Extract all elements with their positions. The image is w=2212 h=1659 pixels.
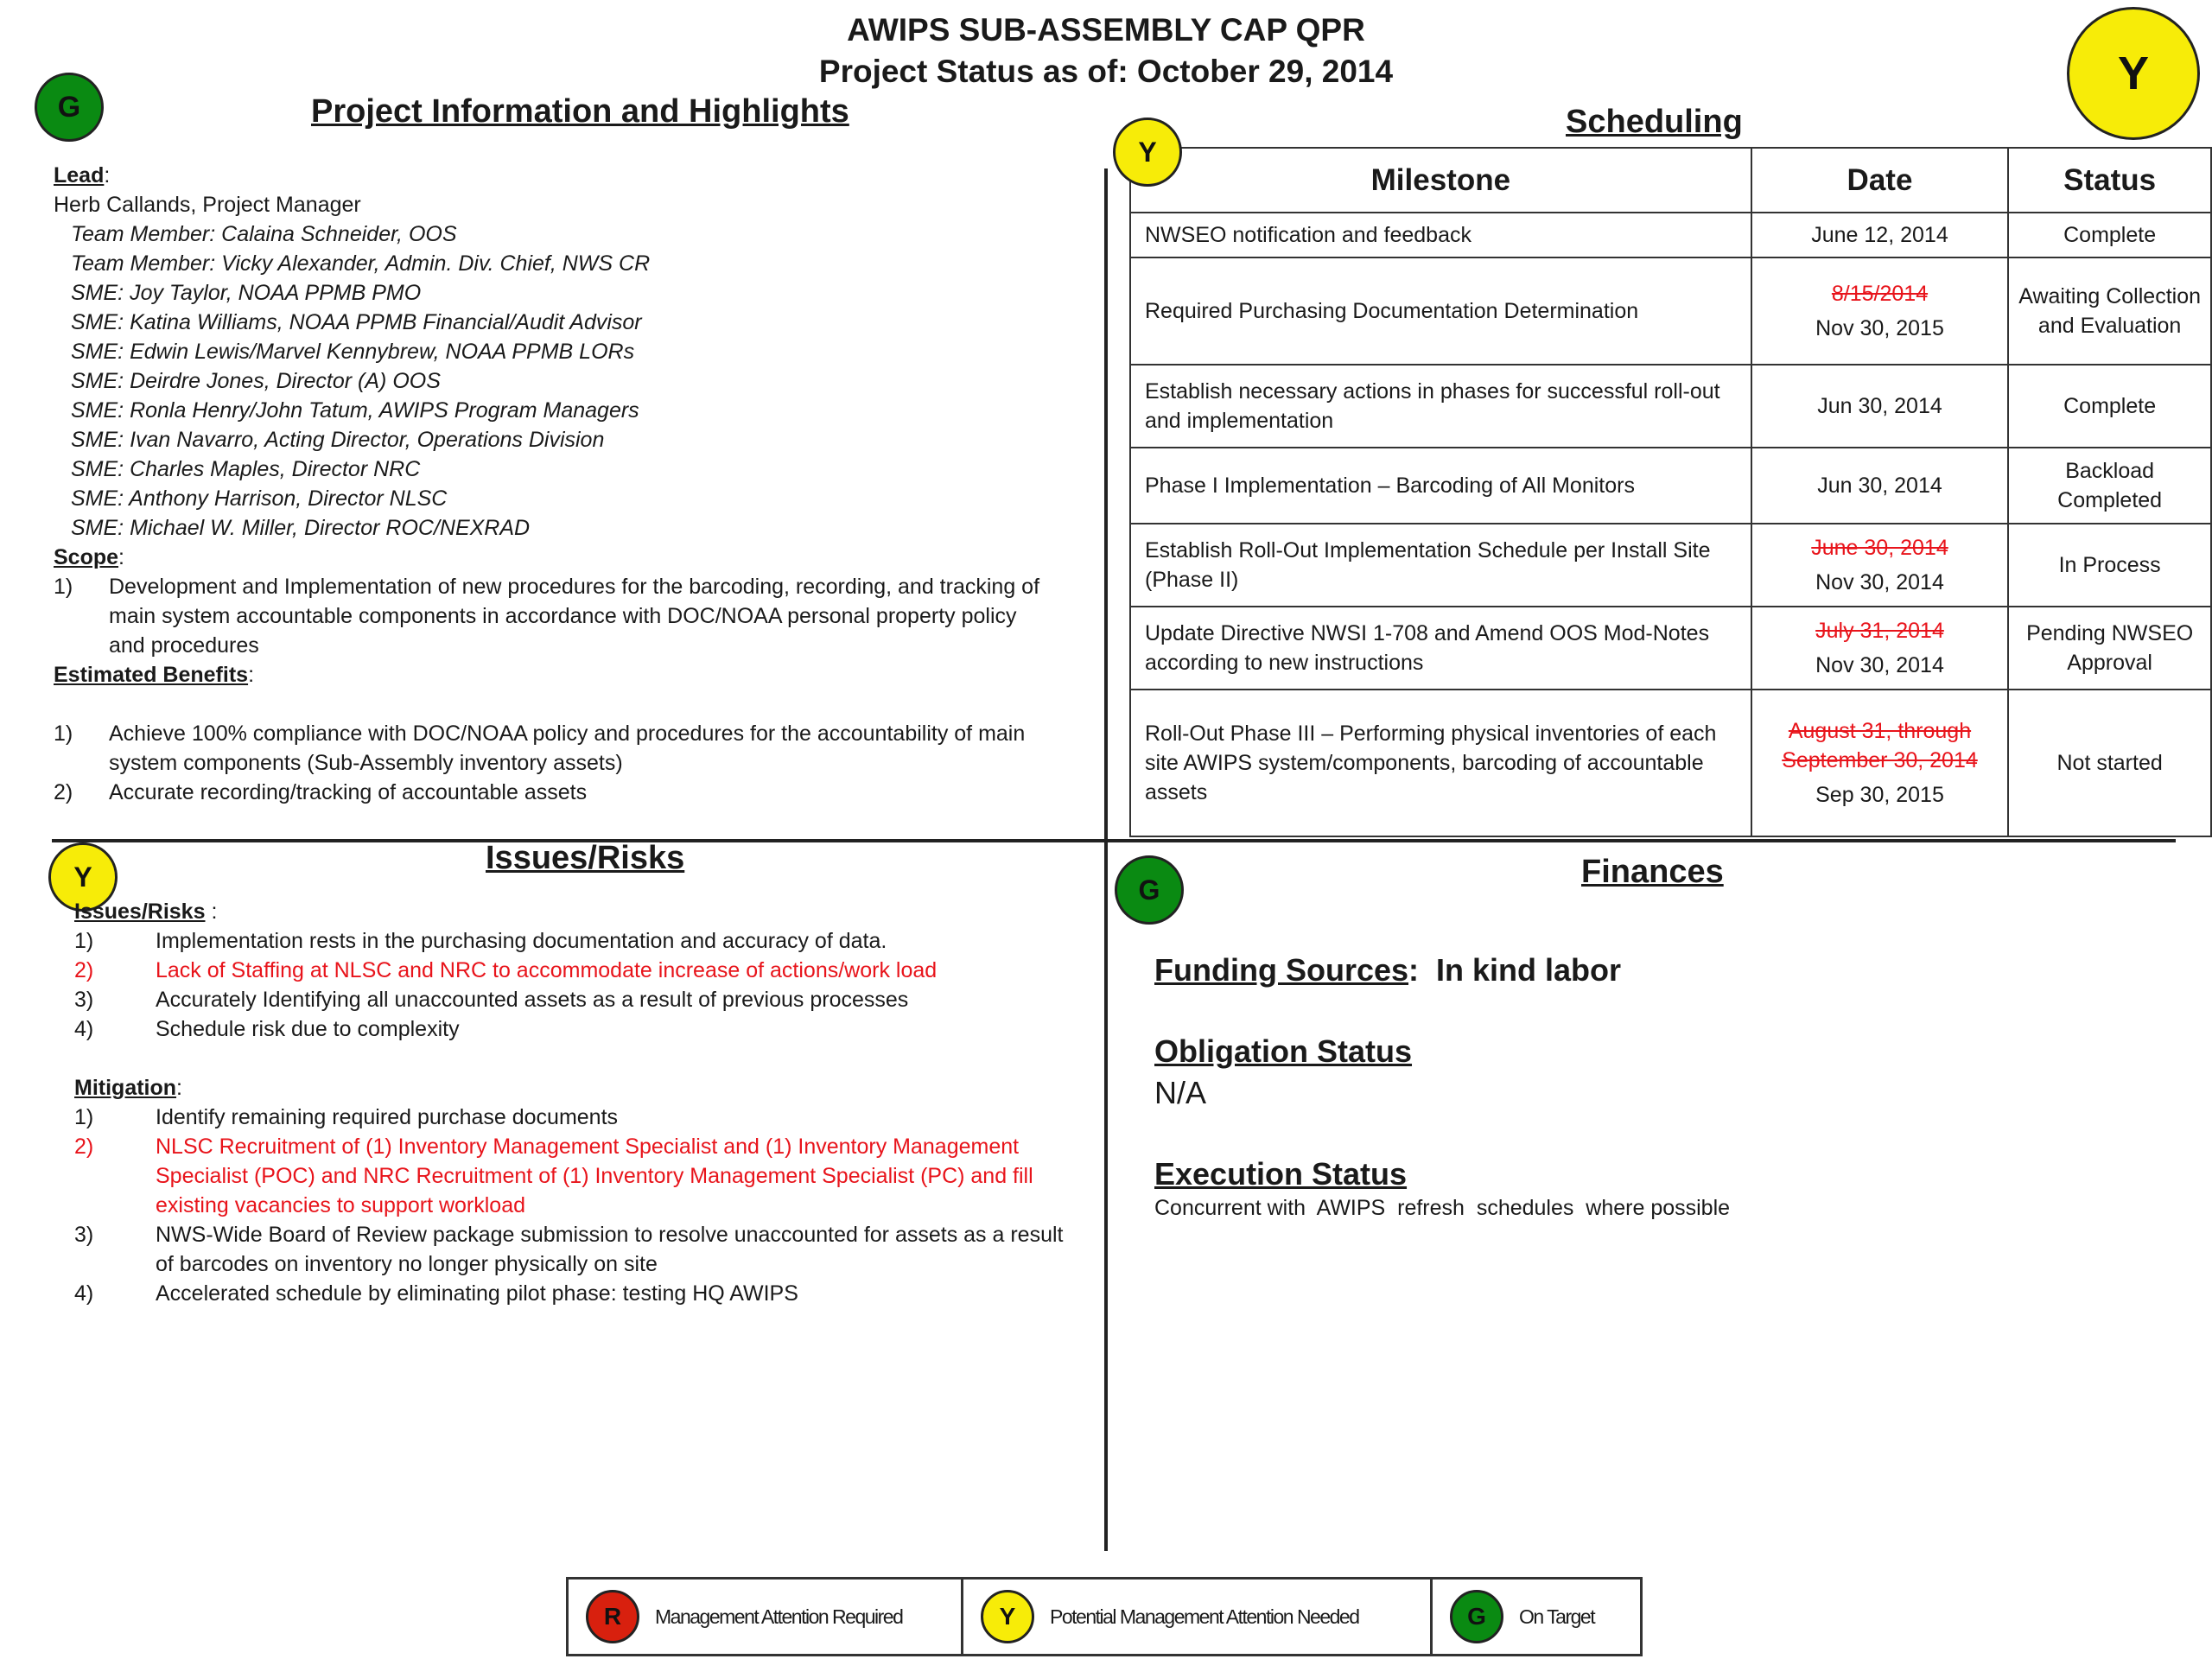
team-member: SME: Charles Maples, Director NRC bbox=[71, 457, 421, 481]
list-item bbox=[74, 926, 1068, 956]
item-number: 3) bbox=[74, 1223, 94, 1247]
current-date: Jun 30, 2014 bbox=[1817, 474, 1942, 498]
project-info-heading: Project Information and Highlights bbox=[311, 93, 849, 130]
scope-label: Scope bbox=[54, 545, 119, 569]
item-text: Identify remaining required purchase documents bbox=[156, 1105, 619, 1129]
list-item bbox=[74, 956, 1068, 985]
item-text: Lack of Staffing at NLSC and NRC to accommodate increase of actions/work load bbox=[156, 958, 938, 982]
green-status-icon: G bbox=[1450, 1590, 1503, 1643]
item-number: 1) bbox=[74, 929, 94, 953]
status-cell: Awaiting Collection and Evaluation bbox=[2008, 257, 2211, 365]
mitigation-label: Mitigation bbox=[74, 1076, 177, 1100]
item-number: 4) bbox=[74, 1281, 94, 1306]
list-item bbox=[54, 778, 1047, 807]
item-text: NWS-Wide Board of Review package submission to resolve unaccounted for assets as a result of barcodes on inventory no longer physically on site bbox=[156, 1223, 1064, 1276]
risks-label: Issues/Risks bbox=[74, 899, 206, 924]
schedule-row bbox=[1130, 257, 2211, 365]
item-number: 2) bbox=[74, 958, 94, 982]
project-info-body: Lead: Herb Callands, Project Manager Team Member: Calaina Schneider, OOS Team Member: Vicky Alexander, Admin. Div. Chief, NWS CR SME: Joy Taylor, NOAA PPMB PMO SME: Katina Williams, NOAA PPMB Financial/Audit Advisor SME: Edwin Lewis/Marvel Kennybrew, NOAA PPMB LORs SME: Deirdre Jones, Director (A) OOS SME: Ronla Henry/John Tatum, AWIPS Program Managers SME: Ivan Navarro, Acting Director, Operations Division SME: Charles Maples, Director NRC SME: Anthony Harrison, Director NLSC SME: Michael W. Miller, Director ROC/NEXRAD Scope: 1) Development and Implementation of new procedures for the barcoding, recording, and tracking of main system accountable components in accordance with DOC/NOAA personal property policy and procedures Estimated Benefits: 1) Achieve 100% compliance with DOC/NOAA policy and procedures for the accountability of main system components (Sub-Assembly inventory assets) 2) Accurate recording/tracking of accountable assets bbox=[54, 161, 1047, 807]
milestone-cell: NWSEO notification and feedback bbox=[1130, 213, 1751, 257]
milestone-column-header: Milestone bbox=[1130, 148, 1751, 213]
milestone-cell: Update Directive NWSI 1-708 and Amend OOS Mod-Notes according to new instructions bbox=[1130, 607, 1751, 690]
team-member: SME: Ivan Navarro, Acting Director, Operations Division bbox=[71, 428, 605, 452]
obligation-label: Obligation Status bbox=[1154, 1033, 1413, 1069]
item-number: 1) bbox=[54, 575, 73, 599]
execution-value: Concurrent with AWIPS refresh schedules where possible bbox=[1154, 1196, 1731, 1220]
list-item bbox=[74, 1132, 1068, 1220]
current-date: Jun 30, 2014 bbox=[1817, 394, 1942, 418]
date-column-header: Date bbox=[1751, 148, 2009, 213]
red-status-icon: R bbox=[586, 1590, 639, 1643]
list-item bbox=[54, 572, 1047, 660]
risks-list bbox=[74, 926, 1068, 1044]
current-date: June 12, 2014 bbox=[1811, 223, 1948, 247]
list-item bbox=[54, 719, 1047, 778]
superseded-date: July 31, 2014 bbox=[1815, 619, 1944, 643]
legend-label-green: On Target bbox=[1519, 1605, 1595, 1628]
lead-label: Lead bbox=[54, 163, 105, 188]
date-cell bbox=[1751, 690, 2009, 836]
schedule-row bbox=[1130, 607, 2211, 690]
status-cell: Complete bbox=[2008, 213, 2211, 257]
team-member: Team Member: Calaina Schneider, OOS bbox=[71, 222, 457, 246]
item-number: 3) bbox=[74, 988, 94, 1012]
issues-body: Issues/Risks : 1) Implementation rests in the purchasing documentation and accuracy of data. 2) Lack of Staffing at NLSC and NRC to accommodate increase of actions/work load 3) Accurately Identifying all unaccounted assets as a result of previous processes 4) Schedule risk due to complexity Mitigation: 1) Identify remaining required purchase documents 2) NLSC Recruitment of (1) Inventory Management Specialist and (1) Inventory Management Specialist (POC) and NRC Recruitment of (1) Inventory Management Specialist (PC) and fill existing vacancies to support workload 3) NWS-Wide Board of Review package submission to resolve unaccounted for assets as a result of barcodes on inventory no longer physically on site 4) Accelerated schedule by eliminating pilot phase: testing HQ AWIPS bbox=[74, 897, 1068, 1308]
superseded-date: 8/15/2014 bbox=[1831, 282, 1929, 306]
current-date: Nov 30, 2014 bbox=[1815, 653, 1944, 677]
benefits-list bbox=[54, 719, 1047, 807]
horizontal-divider bbox=[52, 839, 2176, 842]
item-number: 2) bbox=[74, 1135, 94, 1159]
schedule-row bbox=[1130, 690, 2211, 836]
schedule-header-row bbox=[1130, 148, 2211, 213]
list-item bbox=[74, 1220, 1068, 1279]
obligation-value: N/A bbox=[1154, 1075, 1207, 1110]
status-cell: In Process bbox=[2008, 524, 2211, 607]
team-member: SME: Ronla Henry/John Tatum, AWIPS Program Managers bbox=[71, 398, 639, 423]
item-number: 1) bbox=[74, 1105, 94, 1129]
list-item bbox=[74, 1014, 1068, 1044]
schedule-row bbox=[1130, 524, 2211, 607]
report-title: AWIPS SUB-ASSEMBLY CAP QPR bbox=[847, 12, 1365, 48]
item-number: 4) bbox=[74, 1017, 94, 1041]
milestone-cell: Roll-Out Phase III – Performing physical inventories of each site AWIPS system/components, barcoding of accountable assets bbox=[1130, 690, 1751, 836]
team-member: SME: Michael W. Miller, Director ROC/NEXRAD bbox=[71, 516, 531, 540]
issues-heading: Issues/Risks bbox=[486, 840, 685, 876]
legend-label-yellow: Potential Management Attention Needed bbox=[1050, 1605, 1359, 1628]
status-cell: Backload Completed bbox=[2008, 448, 2211, 524]
status-column-header: Status bbox=[2008, 148, 2211, 213]
obligation-status bbox=[1154, 1033, 1412, 1111]
current-date: Sep 30, 2015 bbox=[1815, 783, 1944, 807]
date-cell bbox=[1751, 448, 2009, 524]
project-info-status-badge: G bbox=[35, 73, 104, 142]
schedule-row bbox=[1130, 365, 2211, 448]
team-member: SME: Katina Williams, NOAA PPMB Financial/Audit Advisor bbox=[71, 310, 642, 334]
milestone-cell: Establish necessary actions in phases for successful roll-out and implementation bbox=[1130, 365, 1751, 448]
date-cell bbox=[1751, 257, 2009, 365]
report-subtitle: Project Status as of: October 29, 2014 bbox=[818, 54, 1394, 89]
team-member: SME: Edwin Lewis/Marvel Kennybrew, NOAA PPMB LORs bbox=[71, 340, 635, 364]
current-date: Nov 30, 2014 bbox=[1815, 570, 1944, 594]
funding-sources: Funding Sources: In kind labor bbox=[1154, 952, 1622, 988]
team-member: Team Member: Vicky Alexander, Admin. Div. Chief, NWS CR bbox=[71, 251, 651, 276]
item-number: 1) bbox=[54, 721, 73, 746]
milestone-cell: Required Purchasing Documentation Determination bbox=[1130, 257, 1751, 365]
scope-list bbox=[54, 572, 1047, 660]
scheduling-status-badge: Y bbox=[1113, 118, 1182, 187]
list-item bbox=[74, 1103, 1068, 1132]
superseded-date: August 31, through September 30, 2014 bbox=[1782, 719, 1978, 772]
team-list bbox=[54, 219, 1047, 543]
item-text: Accelerated schedule by eliminating pilot phase: testing HQ AWIPS bbox=[156, 1281, 798, 1306]
issues-status-badge: Y bbox=[48, 842, 118, 912]
status-cell: Not started bbox=[2008, 690, 2211, 836]
schedule-row bbox=[1130, 213, 2211, 257]
list-item bbox=[74, 985, 1068, 1014]
superseded-date: June 30, 2014 bbox=[1811, 536, 1948, 560]
funding-value: In kind labor bbox=[1436, 952, 1622, 988]
mitigation-list bbox=[74, 1103, 1068, 1308]
legend-item-red bbox=[569, 1580, 963, 1654]
date-cell bbox=[1751, 365, 2009, 448]
date-cell bbox=[1751, 524, 2009, 607]
milestone-cell: Phase I Implementation – Barcoding of All Monitors bbox=[1130, 448, 1751, 524]
item-text: Implementation rests in the purchasing documentation and accuracy of data. bbox=[156, 929, 887, 953]
milestone-cell: Establish Roll-Out Implementation Schedule per Install Site (Phase II) bbox=[1130, 524, 1751, 607]
legend-item-green bbox=[1433, 1580, 1640, 1654]
team-member: SME: Joy Taylor, NOAA PPMB PMO bbox=[71, 281, 422, 305]
vertical-divider bbox=[1104, 168, 1108, 1551]
execution-status bbox=[1154, 1156, 1730, 1221]
finances-status-badge: G bbox=[1115, 855, 1184, 925]
item-number: 2) bbox=[54, 780, 73, 804]
execution-label: Execution Status bbox=[1154, 1156, 1408, 1192]
item-text: Schedule risk due to complexity bbox=[156, 1017, 460, 1041]
item-text: Development and Implementation of new procedures for the barcoding, recording, and tracking of main system accountable components in accordance with DOC/NOAA personal property policy and procedures bbox=[109, 575, 1040, 658]
status-cell: Complete bbox=[2008, 365, 2211, 448]
schedule-row bbox=[1130, 448, 2211, 524]
funding-label: Funding Sources bbox=[1154, 952, 1409, 988]
schedule-table bbox=[1129, 147, 2212, 837]
team-member: SME: Anthony Harrison, Director NLSC bbox=[71, 486, 448, 511]
overall-status-badge: Y bbox=[2067, 7, 2200, 140]
yellow-status-icon: Y bbox=[981, 1590, 1034, 1643]
status-legend bbox=[566, 1577, 1643, 1656]
legend-item-yellow bbox=[963, 1580, 1433, 1654]
lead-name: Herb Callands, Project Manager bbox=[54, 193, 361, 217]
status-cell: Pending NWSEO Approval bbox=[2008, 607, 2211, 690]
current-date: Nov 30, 2015 bbox=[1815, 316, 1944, 340]
scheduling-heading: Scheduling bbox=[1566, 104, 1743, 140]
date-cell bbox=[1751, 607, 2009, 690]
benefits-label: Estimated Benefits bbox=[54, 663, 249, 687]
legend-label-red: Management Attention Required bbox=[655, 1605, 903, 1628]
item-text: Accurately Identifying all unaccounted assets as a result of previous processes bbox=[156, 988, 909, 1012]
team-member: SME: Deirdre Jones, Director (A) OOS bbox=[71, 369, 441, 393]
finances-heading: Finances bbox=[1581, 854, 1724, 890]
list-item bbox=[74, 1279, 1068, 1308]
item-text: Accurate recording/tracking of accountable assets bbox=[109, 780, 588, 804]
date-cell bbox=[1751, 213, 2009, 257]
item-text: NLSC Recruitment of (1) Inventory Management Specialist and (1) Inventory Management Specialist (POC) and NRC Recruitment of (1) Inventory Management Specialist (PC) and fill existing vacancies to support workload bbox=[156, 1135, 1033, 1217]
item-text: Achieve 100% compliance with DOC/NOAA policy and procedures for the accountability of main system components (Sub-Assembly inventory assets) bbox=[109, 721, 1026, 775]
